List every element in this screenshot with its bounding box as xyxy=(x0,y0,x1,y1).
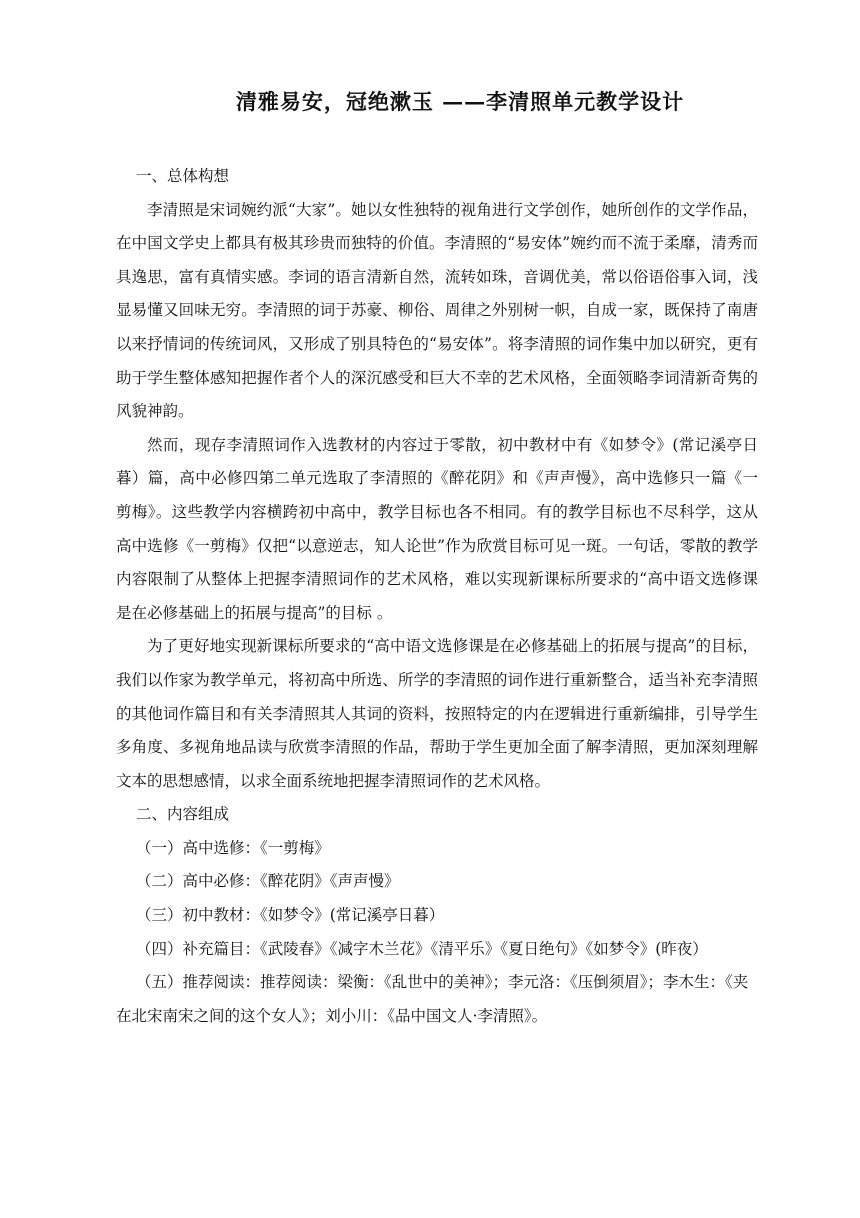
list-item: （五）推荐阅读：推荐阅读：梁衡：《乱世中的美神》；李元洛：《压倒须眉》；李木生：《夹在北宋南宋之间的这个女人》；刘小川：《品中国文人·李清照》。 xyxy=(116,973,749,1025)
document-body xyxy=(116,160,758,1033)
paragraph: 然而，现存李清照词作入选教材的内容过于零散，初中教材中有《如梦令》(常记溪亭日暮）篇，高中必修四第二单元选取了李清照的《醉花阴》和《声声慢》，高中选修只一篇《一剪梅》。这些教学内容横跨初中高中，教学目标也各不相同。有的教学目标也不尽科学，这从高中选修《一剪梅》仅把“以意逆志，知人论世”作为欣赏目标可见一斑。一句话，零散的教学内容限制了从整体上把握李清照词作的艺术风格，难以实现新课标所要求的“高中语文选修课是在必修基础上的拓展与提高”的目标 。 xyxy=(116,435,758,622)
list-item: （二）高中必修：《醉花阴》《声声慢》 xyxy=(136,872,400,891)
paragraph: 为了更好地实现新课标所要求的“高中语文选修课是在必修基础上的拓展与提高”的目标，我们以作家为教学单元，将初高中所选、所学的李清照的词作进行重新整合，适当补充李清照的其他词作篇目和有关李清照其人其词的资料，按照特定的内在逻辑进行重新编排，引导学生多角度、多视角地品读与欣赏李清照的作品，帮助于学生更加全面了解李清照，更加深刻理解文本的思想感情，以求全面系统地把握李清照词作的艺术风格。 xyxy=(116,637,758,790)
section-heading-content: 二、内容组成 xyxy=(136,805,230,824)
list-item: （一）高中选修：《一剪梅》 xyxy=(136,838,330,857)
paragraph: 李清照是宋词婉约派“大家”。她以女性独特的视角进行文学创作，她所创作的文学作品，在中国文学史上都具有极其珍贵而独特的价值。李清照的“易安体”婉约而不流于柔靡，清秀而具逸思，富有真情实感。李词的语言清新自然，流转如珠，音调优美，常以俗语俗事入词，浅显易懂又回味无穷。李清照的词于苏豪、柳俗、周律之外别树一帜，自成一家，既保持了南唐以来抒情词的传统词风，又形成了别具特色的“易安体”。将李清照的词作集中加以研究，更有助于学生整体感知把握作者个人的深沉感受和巨大不幸的艺术风格，全面领略李词清新奇隽的风貌神韵。 xyxy=(116,200,758,421)
list-item: （三）初中教材：《如梦令》(常记溪亭日暮） xyxy=(136,906,445,925)
page-title: 清雅易安，冠绝漱玉 ——李清照单元教学设计 xyxy=(235,89,685,114)
list-item: （四）补充篇目：《武陵春》《减字木兰花》《清平乐》《夏日绝句》《如梦令》(昨夜） xyxy=(136,939,708,958)
section-heading-overview: 一、总体构想 xyxy=(136,167,230,185)
